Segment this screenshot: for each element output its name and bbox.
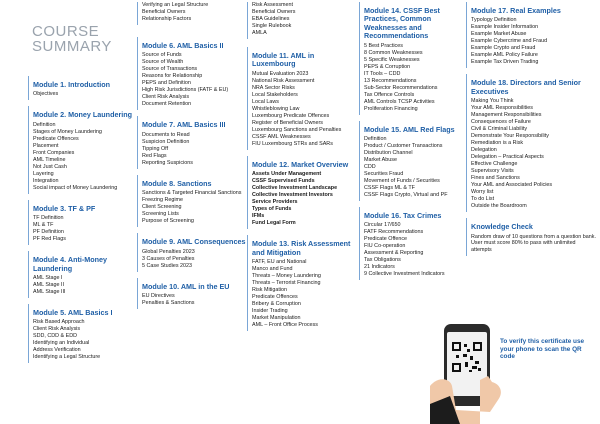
list-item: Risk Mitigation (252, 287, 288, 294)
list-item: Source of Transactions (142, 66, 198, 73)
list-item: Distribution Channel (364, 150, 413, 157)
list-item: Typology Definition (471, 17, 517, 24)
module-section (247, 235, 359, 331)
list-item: Proliferation Financing (364, 105, 418, 112)
list-item: 9 Collective Investment Indicators (364, 271, 445, 278)
list-item: Luxembourg Sanctions and Penalties (252, 126, 342, 133)
list-item: FATF Recommendations (364, 229, 424, 236)
knowledge-check-title: Knowledge Check (471, 222, 533, 232)
list-item: Screening Lists (142, 211, 179, 218)
module-title: Module 17. Real Examples (471, 6, 561, 15)
list-item: Tipping Off (142, 145, 169, 152)
list-item: Risk Assessment (252, 2, 294, 8)
list-item: Collective Investment Investors (252, 192, 333, 199)
list-item: Securities Fraud (364, 171, 404, 178)
list-item: Delegation (471, 147, 497, 154)
list-item: NRA Sector Risks (252, 84, 295, 91)
module-section (28, 251, 138, 298)
list-item: Beneficial Owners (142, 9, 186, 15)
list-item: Bribery & Corruption (252, 301, 301, 308)
list-item: Manco and Fund (252, 266, 293, 273)
list-item: AML Timeline (33, 156, 66, 163)
list-item: High Risk Jurisdictions (FATF & EU) (142, 87, 229, 94)
list-item: To do List (471, 196, 495, 203)
list-item: Assessment & Reporting (364, 250, 424, 257)
list-item: 5 Specific Weaknesses (364, 56, 420, 63)
list-item: Product / Customer Transactions (364, 143, 443, 150)
list-item: Outside the Boardroom (471, 203, 527, 210)
list-item: 3 Causes of Penalties (142, 255, 195, 262)
list-item: Mutual Evaluation 2023 (252, 70, 309, 77)
column-4 (359, 2, 474, 286)
list-item: Identifying an Individual (33, 340, 90, 347)
list-item: Types of Funds (252, 206, 292, 213)
column-1 (28, 0, 138, 369)
list-item: AML Stage I (33, 275, 63, 282)
list-item: Suspicion Definition (142, 138, 190, 145)
list-item: Documents to Read (142, 131, 190, 138)
list-item: Sanctions & Targeted Financial Sanctions (142, 190, 242, 197)
list-item: Worry list (471, 189, 494, 196)
module-section (247, 47, 359, 150)
list-item: Circular 17/650 (364, 222, 401, 229)
knowledge-check (466, 218, 596, 256)
list-item: CSSF Supervised Funds (252, 178, 315, 185)
list-item: Stages of Money Laundering (33, 128, 102, 135)
module-section (137, 175, 247, 227)
list-item: CSSF AML Weaknesses (252, 133, 311, 140)
list-item: Tax Obligations (364, 257, 401, 264)
page-title (32, 24, 138, 54)
list-item: Threats – Terrorist Financing (252, 280, 321, 287)
list-item: Market Manipulation (252, 315, 301, 322)
list-item: IT Tools – CDD (364, 70, 401, 77)
list-item: Reasons for Relationship (142, 73, 203, 80)
column-3 (247, 2, 359, 337)
list-item: PEPS & Corruption (364, 63, 411, 70)
list-item: AML Stage II (33, 282, 64, 289)
column-3-continuation (247, 2, 359, 39)
list-item: PF Red Flags (33, 236, 66, 243)
list-item: Insider Trading (252, 308, 288, 315)
list-item: Predicate Offences (33, 135, 79, 142)
module-title: Module 5. AML Basics I (33, 308, 113, 318)
module-title: Module 14. CSSF Best Practices, Common Weaknesses and Recommendations (364, 6, 440, 41)
list-item: IFMs (252, 213, 265, 220)
list-item: 5 Case Studies 2023 (142, 262, 193, 269)
list-item: AML Stage III (33, 289, 66, 296)
list-item: Making You Think (471, 98, 514, 105)
list-item: Fines and Sanctions (471, 175, 520, 182)
list-item: Definition (33, 121, 56, 128)
list-item: Predicate Offences (252, 294, 298, 301)
list-item: PEPS and Definition (142, 80, 191, 87)
column-5 (466, 2, 596, 262)
list-item: Example Market Abuse (471, 31, 527, 38)
module-section (28, 106, 138, 193)
list-item: Document Retention (142, 101, 192, 108)
module-section (28, 76, 138, 100)
list-item: Your AML Responsibilities (471, 105, 533, 112)
module-section (137, 37, 247, 110)
list-item: Reporting Suspicions (142, 159, 193, 166)
list-item: Beneficial Owners (252, 9, 296, 15)
module-title: Module 9. AML Consequences (142, 237, 246, 247)
list-item: Example Insider Information (471, 24, 539, 31)
list-item: Address Verification (33, 347, 81, 354)
list-item: Luxembourg Predicate Offences (252, 112, 330, 119)
list-item: Risk Based Approach (33, 319, 85, 326)
module-title: Module 1. Introduction (33, 80, 111, 89)
module-section (359, 207, 474, 280)
list-item: Freezing Regime (142, 197, 184, 204)
module-section (28, 200, 138, 245)
module-section (137, 233, 247, 271)
column-3-modules (247, 47, 359, 331)
module-title: Module 7. AML Basics III (142, 120, 226, 130)
list-item: Integration (33, 177, 59, 184)
list-item: Layering (33, 170, 54, 177)
module-title: Module 4. Anti-Money Laundering (33, 255, 108, 273)
module-title: Module 3. TF & PF (33, 203, 96, 213)
list-item: Example Cybercrime and Fraud (471, 38, 548, 45)
list-item: Local Stakeholders (252, 91, 298, 98)
list-item: Effective Challenge (471, 161, 518, 168)
list-item: Threats – Money Laundering (252, 273, 321, 280)
list-item: Whistleblowing Law (252, 105, 300, 112)
list-item: Assets Under Management (252, 171, 322, 178)
list-item: Client Risk Analysis (33, 326, 81, 333)
list-item: Source of Wealth (142, 59, 184, 66)
list-item: Civil & Criminal Liability (471, 126, 528, 133)
list-item: FATF, EU and National (252, 259, 307, 266)
column-2-modules (137, 37, 247, 309)
column-2-continuation (137, 2, 247, 25)
list-item: CSSF Flags Crypto, Virtual and PF (364, 192, 448, 199)
list-item: Fund Legal Form (252, 220, 296, 227)
list-item: Local Laws (252, 98, 279, 105)
list-item: Social impact of Money Laundering (33, 184, 118, 191)
list-item: Predicate Offence (364, 236, 408, 243)
list-item: Identifying a Legal Structure (33, 354, 101, 361)
list-item: Objectives (33, 91, 59, 98)
list-item: Source of Funds (142, 52, 182, 59)
module-section (359, 121, 474, 201)
list-item: CDD (364, 164, 376, 171)
list-item: 8 Common Weaknesses (364, 49, 423, 56)
list-item: Tax Offence Controls (364, 91, 415, 98)
module-title: Module 10. AML in the EU (142, 281, 230, 291)
list-item: Remediation is a Risk (471, 140, 524, 147)
list-item: Single Rulebook (252, 23, 292, 29)
module-title: Module 2. Money Laundering (33, 110, 133, 120)
list-item: TF Definition (33, 215, 64, 222)
verify-note: To verify this certificate use your phone to scan the QR code (500, 338, 585, 361)
list-item: Management Responsibilities (471, 112, 542, 119)
list-item: 21 Indicators (364, 264, 395, 271)
list-item: Movement of Funds / Securities (364, 178, 440, 185)
hand-phone-icon (430, 316, 600, 424)
list-item: Verifying an Legal Structure (142, 2, 209, 8)
list-item: AMLA (252, 30, 267, 36)
list-item: AML – Front Office Process (252, 322, 318, 329)
list-item: PF Definition (33, 229, 64, 236)
column-4-modules (359, 2, 474, 280)
module-section (359, 2, 474, 115)
column-1-modules (28, 76, 138, 363)
list-item: Supervisory Visits (471, 168, 514, 175)
module-title: Module 8. Sanctions (142, 178, 212, 188)
list-item: SDD, CDD & EDD (33, 333, 78, 340)
list-item: Delegation – Practical Aspects (471, 154, 544, 161)
list-item: FIU Co-operation (364, 243, 406, 250)
list-item: Definition (364, 136, 387, 143)
list-item: Service Providers (252, 199, 298, 206)
list-item: Demonstrate Your Responsibility (471, 133, 549, 140)
module-section (137, 116, 247, 168)
module-title: Module 13. Risk Assessment and Mitigation (252, 239, 351, 257)
module-section (466, 74, 596, 212)
list-item: Market Abuse (364, 157, 397, 164)
list-item: EU Directives (142, 293, 175, 300)
list-item: Example Tax Driven Trading (471, 59, 539, 66)
module-section (466, 2, 596, 68)
list-item: Sub-Sector Recommendations (364, 84, 438, 91)
title-line-2: SUMMARY (32, 38, 112, 55)
list-item: Not Just Cash (33, 163, 67, 170)
list-item: Client Screening (142, 204, 182, 211)
list-item: Relationship Factors (142, 16, 192, 22)
module-section (137, 278, 247, 309)
list-item: Purpose of Screening (142, 218, 194, 225)
list-item: National Risk Assessment (252, 77, 315, 84)
list-item: Client Risk Analysis (142, 94, 190, 101)
knowledge-check-text: Random draw of 10 questions from a question bank. User must score 80% to pass with unlimited attempts (471, 233, 596, 254)
list-item: Red Flags (142, 152, 167, 159)
column-2 (137, 2, 247, 315)
list-item: Placement (33, 142, 59, 149)
module-section (28, 304, 138, 363)
list-item: Front Companies (33, 149, 75, 156)
list-item: Your AML and Associated Policies (471, 182, 553, 189)
qr-phone-illustration (430, 316, 600, 424)
module-title: Module 18. Directors and Senior Executives (471, 78, 581, 96)
list-item: Collective Investment Landscape (252, 185, 338, 192)
module-title: Module 12. Market Overview (252, 159, 349, 169)
list-item: ML & TF (33, 222, 54, 229)
module-title: Module 16. Tax Crimes (364, 211, 442, 221)
list-item: Example AML Policy Failure (471, 52, 538, 59)
list-item: FIU Luxembourg STRs and SARs (252, 140, 333, 147)
module-section (247, 156, 359, 229)
list-item: Register of Beneficial Owners (252, 119, 324, 126)
list-item: Global Penalties 2023 (142, 248, 195, 255)
list-item: 5 Best Practices (364, 42, 403, 49)
list-item: 13 Recommendations (364, 77, 417, 84)
title-line-1: COURSE (32, 23, 100, 40)
column-5-modules (466, 2, 596, 212)
list-item: Example Crypto and Fraud (471, 45, 536, 52)
list-item: AML Controls TCSP Activities (364, 98, 435, 105)
list-item: EBA Guidelines (252, 16, 290, 22)
list-item: Consequences of Failure (471, 119, 531, 126)
module-title: Module 6. AML Basics II (142, 41, 224, 50)
module-title: Module 11. AML in Luxembourg (252, 51, 315, 69)
list-item: CSSF Flags ML & TF (364, 185, 415, 192)
module-title: Module 15. AML Red Flags (364, 124, 455, 134)
list-item: Penalties & Sanctions (142, 300, 195, 307)
